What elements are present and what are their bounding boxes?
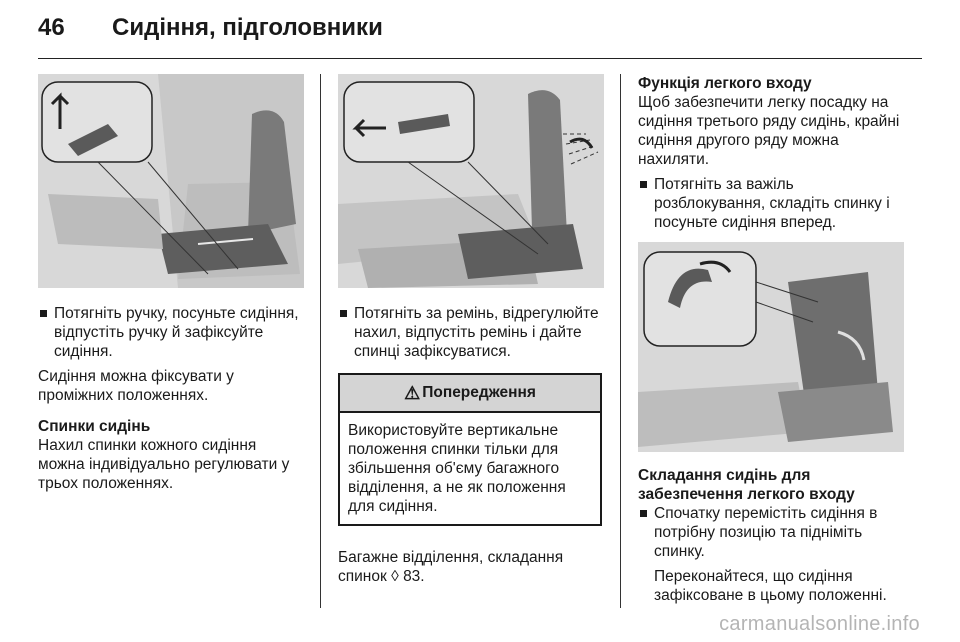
header-rule: [38, 58, 922, 59]
section-heading: Складання сидінь для забезпечення легкого входу: [638, 467, 855, 503]
backrest-recline-illustration: [338, 74, 604, 288]
page-reference-icon: ◊: [391, 568, 399, 585]
instruction-bullet: Спочатку перемістіть сидіння в потрібну позицію та підніміть спинку.: [638, 504, 904, 561]
paragraph: Переконайтеся, що сидіння зафіксоване в цьому положенні.: [654, 568, 887, 604]
section-heading: Функція легкого входу: [638, 75, 812, 92]
column-divider: [320, 74, 321, 608]
page-reference-link[interactable]: 83.: [403, 568, 425, 585]
cross-reference: [338, 548, 604, 586]
warning-title: Попередження: [422, 384, 536, 401]
paragraph: Сидіння можна фіксувати у проміжних положеннях.: [38, 368, 234, 404]
warning-triangle-icon: ⚠: [404, 382, 421, 403]
backrest-recline-drawing: [338, 74, 604, 288]
easy-entry-illustration: [638, 242, 904, 452]
cross-reference-text: Багажне відділення, складання спинок: [338, 549, 564, 585]
column-2: [338, 74, 604, 586]
seat-slide-illustration: [38, 74, 304, 288]
warning-header: [340, 375, 600, 413]
instruction-bullet: Потягніть ручку, посуньте сидіння, відпустіть ручку й зафіксуйте сидіння.: [38, 304, 304, 361]
warning-box: [338, 373, 602, 526]
column-3: [638, 74, 904, 605]
warning-body: Використовуйте вертикальне положення спинки тільки для збільшення об'єму багажного відділення, а не як положення для сидіння.: [348, 422, 566, 515]
page-title: Сидіння, підголовники: [112, 14, 383, 41]
easy-entry-drawing: [638, 242, 904, 452]
paragraph: Нахил спинки кожного сидіння можна індивідуально регулювати у трьох положеннях.: [38, 437, 290, 492]
paragraph: Щоб забезпечити легку посадку на сидіння третього ряду сидінь, крайні сидіння другого ряду можна нахиляти.: [638, 94, 900, 168]
section-heading: Спинки сидінь: [38, 418, 151, 435]
column-divider: [620, 74, 621, 608]
instruction-bullet: Потягніть за важіль розблокування, складіть спинку і посуньте сидіння вперед.: [638, 175, 904, 232]
seat-slide-drawing: [38, 74, 304, 288]
page-number: 46: [38, 14, 65, 41]
page-header: [38, 14, 383, 46]
instruction-bullet: Потягніть за ремінь, відрегулюйте нахил, відпустіть ремінь і дайте спинці зафіксуватися.: [338, 304, 604, 361]
column-1: [38, 74, 304, 493]
watermark: carmanualsonline.info: [719, 613, 920, 635]
